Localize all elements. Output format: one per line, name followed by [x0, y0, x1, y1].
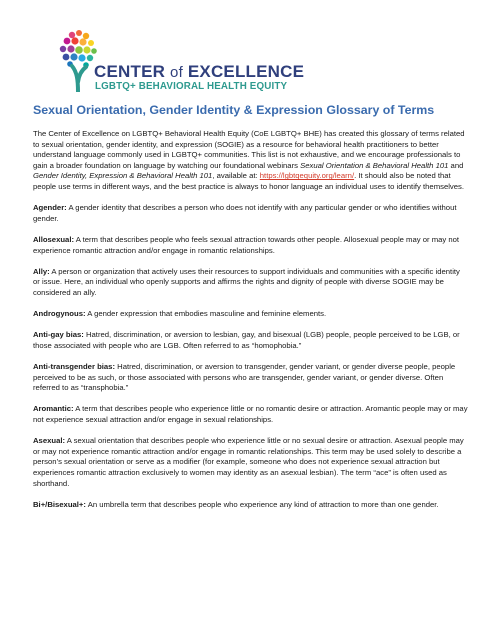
glossary-entry: [33, 267, 468, 299]
intro-paragraph: The Center of Excellence on LGBTQ+ Behavioral Health Equity (CoE LGBTQ+ BHE) has created this glossary of terms related to sexual orientation, gender identity, and expression (SOGIE) as a resource for behavioral health practitioners to better understand language commonly used in LGBTQ+ communities. This list is not exhaustive, and we encourage professionals to gain a broader foundation on language by watching our foundational webinars Sexual Orientation & Behavioral Health 101 and Gender Identity, Expression & Behavioral Health 101, available at: https://lgbtqequity.org/learn/. It should also be noted that people use terms in different ways, and the best practice is always to honor language an individual uses to identify themselves.: [33, 129, 465, 191]
glossary-entry: [33, 309, 468, 320]
tree-icon: [58, 30, 98, 92]
glossary-definition: A sexual orientation that describes people who experience little or no sexual desire or attraction. Asexual people may or may not experience romantic attraction and/or engage in romantic relationships. This term may be used solely to describe a person’s sexual orientation or serve as a modifier (for example, someone who does not experience sexual attraction but experiences romantic attraction exclusively to women may identity as an asexual lesbian). The term “ace” is often used as shorthand.: [33, 436, 464, 488]
glossary-definition: A person or organization that actively uses their resources to support individuals and communities with a specific identity or issue. Here, an individual who openly supports and affirms the rights and dignity of people with diverse SOGIE may be considered an ally.: [33, 266, 460, 297]
glossary-content: [33, 129, 468, 521]
glossary-definition: Hatred, discrimination, or aversion to lesbian, gay, and bisexual (LGB) people, people perceived to be LGB, or those associated with people who are LGB. Often referred to as “homophobia.”: [33, 330, 460, 350]
glossary-definition: A gender identity that describes a person who does not identify with any particular gender or who identifies without gender.: [33, 203, 457, 223]
logo-subtitle: LGBTQ+ BEHAVIORAL HEALTH EQUITY: [95, 81, 288, 92]
webinar-title: Gender Identity, Expression & Behavioral Health 101: [33, 171, 213, 181]
glossary-entry: [33, 203, 468, 224]
glossary-definition: A term that describes people who feels sexual attraction towards other people. Allosexual people may or may not experience romantic attraction and/or engage in romantic relationships.: [33, 234, 460, 255]
glossary-entry: [33, 235, 468, 256]
glossary-term: Aromantic:: [33, 404, 74, 414]
glossary-term: Allosexual:: [33, 234, 75, 244]
glossary-term: Anti-gay bias:: [33, 330, 84, 340]
glossary-definition: A term that describes people who experience little or no romantic desire or attraction. Aromantic people may or may not experience sexual attraction and/or engage in sexual relationships.: [33, 404, 468, 425]
glossary-definition: Hatred, discrimination, or aversion to transgender, gender variant, or gender diverse people, people perceived to be as such, or those associated with persons who are transgender, gender variant, or gender diverse. Often referred to as “transphobia.”: [33, 362, 456, 393]
center-of-excellence-logo: [58, 30, 305, 100]
glossary-term: Ally:: [33, 266, 50, 276]
glossary-term: Anti-transgender bias:: [33, 362, 116, 372]
glossary-entry: [33, 330, 468, 351]
glossary-term: Agender:: [33, 203, 67, 213]
learn-link[interactable]: https://lgbtqequity.org/learn/: [259, 171, 355, 181]
glossary-definition: An umbrella term that describes people who experience any kind of attraction to more than one gender.: [85, 499, 439, 509]
webinar-title: Sexual Orientation & Behavioral Health 101: [300, 160, 449, 170]
page-title: Sexual Orientation, Gender Identity & Expression Glossary of Terms: [33, 103, 435, 117]
glossary-entry: [33, 404, 468, 425]
glossary-term: Asexual:: [33, 436, 66, 446]
glossary-entry: [33, 362, 468, 394]
glossary-term: Bi+/Bisexual+:: [33, 499, 86, 509]
glossary-definition: A gender expression that embodies masculine and feminine elements.: [85, 309, 327, 319]
glossary-entry: [33, 436, 468, 489]
glossary-term: Androgynous:: [33, 309, 86, 319]
logo-title: CENTER of EXCELLENCE: [94, 62, 305, 81]
glossary-entry: [33, 500, 468, 511]
